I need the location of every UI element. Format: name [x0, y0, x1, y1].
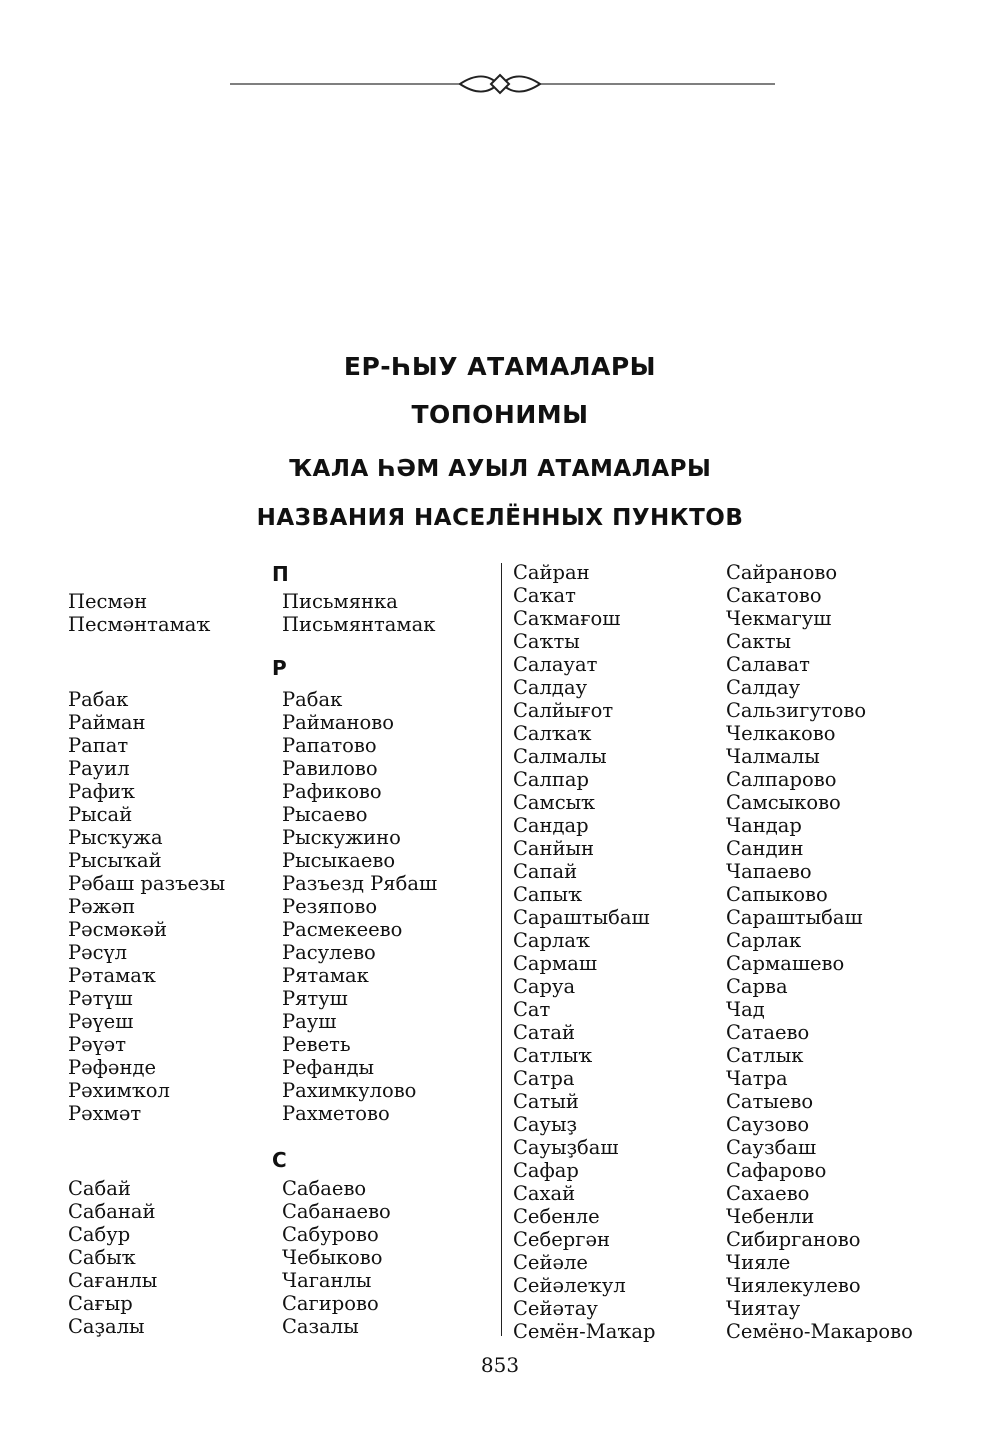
toponym-russian: Салават	[726, 653, 810, 676]
toponym-bashkir: Рәтүш	[68, 987, 133, 1010]
toponym-russian: Челкаково	[726, 722, 836, 745]
group-s1-bashkir	[68, 1177, 157, 1338]
group-r-bashkir	[68, 688, 225, 1125]
toponym-bashkir: Рысай	[68, 803, 133, 826]
toponym-russian: Сафарово	[726, 1159, 827, 1182]
subtitle-bashkir: ҠАЛА ҺӘМ АУЫЛ АТАМАЛАРЫ	[288, 456, 712, 482]
toponym-russian: Сазалы	[282, 1315, 359, 1338]
toponym-bashkir: Рапат	[68, 734, 129, 757]
toponym-russian: Разъезд Рябаш	[282, 872, 438, 895]
page-number: 853	[480, 1353, 520, 1377]
toponym-russian: Саузбаш	[726, 1136, 817, 1159]
toponym-bashkir: Себергән	[513, 1228, 610, 1251]
toponym-bashkir: Рәүеш	[68, 1010, 134, 1033]
toponym-bashkir: Сатлыҡ	[513, 1044, 593, 1067]
toponym-bashkir: Сараштыбаш	[513, 906, 650, 929]
toponym-bashkir: Сапай	[513, 860, 578, 883]
toponym-russian: Чад	[726, 998, 765, 1021]
toponym-bashkir: Рәсмәкәй	[68, 918, 168, 941]
toponym-bashkir: Саҡты	[513, 630, 580, 653]
toponym-russian: Рахимкулово	[282, 1079, 417, 1102]
group-p-russian	[282, 590, 435, 636]
toponym-bashkir: Песмәнтамаҡ	[68, 613, 211, 636]
toponym-russian: Сахаево	[726, 1182, 810, 1205]
toponym-russian: Чиятау	[726, 1297, 801, 1320]
toponym-bashkir: Сармаш	[513, 952, 597, 975]
toponym-russian: Сагирово	[282, 1292, 379, 1315]
group-s1-russian	[282, 1177, 391, 1338]
toponym-russian: Чекмагуш	[726, 607, 832, 630]
toponym-russian: Рятуш	[282, 987, 348, 1010]
toponym-russian: Чебыково	[282, 1246, 383, 1269]
toponym-bashkir: Сафар	[513, 1159, 579, 1182]
toponym-russian: Сакты	[726, 630, 792, 653]
toponym-bashkir: Сатый	[513, 1090, 579, 1113]
toponym-bashkir: Сарлаҡ	[513, 929, 591, 952]
toponym-russian: Сатлык	[726, 1044, 804, 1067]
toponym-bashkir: Себенле	[513, 1205, 600, 1228]
toponym-bashkir: Рәсүл	[68, 941, 127, 964]
toponym-russian: Сибирганово	[726, 1228, 861, 1251]
toponym-russian: Чандар	[726, 814, 802, 837]
toponym-russian: Райманово	[282, 711, 394, 734]
toponym-russian: Чебенли	[726, 1205, 815, 1228]
toponym-russian: Сабурово	[282, 1223, 379, 1246]
toponym-russian: Расмекеево	[282, 918, 403, 941]
toponym-bashkir: Санйын	[513, 837, 595, 860]
toponym-russian: Равилово	[282, 757, 378, 780]
toponym-bashkir: Рысыҡай	[68, 849, 162, 872]
toponym-russian: Сабанаево	[282, 1200, 391, 1223]
toponym-russian: Рауш	[282, 1010, 337, 1033]
toponym-russian: Сатаево	[726, 1021, 810, 1044]
toponym-russian: Рафиково	[282, 780, 382, 803]
toponym-russian: Расулево	[282, 941, 376, 964]
toponym-bashkir: Салауат	[513, 653, 598, 676]
column-divider	[501, 563, 502, 1336]
toponym-bashkir: Самсыҡ	[513, 791, 596, 814]
toponym-bashkir: Сейәтау	[513, 1297, 598, 1320]
toponym-russian: Реветь	[282, 1033, 351, 1056]
toponym-bashkir: Сабанай	[68, 1200, 156, 1223]
toponym-bashkir: Сахай	[513, 1182, 576, 1205]
toponym-russian: Сапыково	[726, 883, 828, 906]
toponym-russian: Салдау	[726, 676, 801, 699]
toponym-russian: Рыскужино	[282, 826, 401, 849]
toponym-russian: Рапатово	[282, 734, 377, 757]
title-bashkir: ЕР-ҺЫУ АТАМАЛАРЫ	[343, 352, 657, 381]
toponym-bashkir: Песмән	[68, 590, 148, 613]
toponym-russian: Резяпово	[282, 895, 378, 918]
toponym-bashkir: Салдау	[513, 676, 588, 699]
toponym-bashkir: Рәфәнде	[68, 1056, 157, 1079]
toponym-russian: Сайраново	[726, 561, 838, 584]
toponym-bashkir: Райман	[68, 711, 146, 734]
group-s2-bashkir	[513, 561, 655, 1343]
toponym-bashkir: Сабур	[68, 1223, 131, 1246]
section-letter-r: Р	[272, 656, 287, 680]
toponym-bashkir: Сандар	[513, 814, 589, 837]
toponym-bashkir: Саруа	[513, 975, 576, 998]
ornament-divider	[230, 70, 775, 98]
toponym-bashkir: Сатай	[513, 1021, 575, 1044]
toponym-russian: Сармашево	[726, 952, 845, 975]
toponym-bashkir: Сатра	[513, 1067, 575, 1090]
toponym-bashkir: Сабай	[68, 1177, 131, 1200]
toponym-russian: Сатыево	[726, 1090, 814, 1113]
section-letter-s: С	[272, 1148, 287, 1172]
toponym-russian: Сальзигутово	[726, 699, 867, 722]
toponym-russian: Рысыкаево	[282, 849, 396, 872]
toponym-bashkir: Сайран	[513, 561, 590, 584]
toponym-bashkir: Сауыҙ	[513, 1113, 578, 1136]
toponym-bashkir: Сейәлеҡул	[513, 1274, 626, 1297]
group-p-bashkir	[68, 590, 210, 636]
toponym-bashkir: Рафиҡ	[68, 780, 135, 803]
toponym-russian: Рысаево	[282, 803, 368, 826]
toponym-russian: Самсыково	[726, 791, 841, 814]
toponym-russian: Салпарово	[726, 768, 837, 791]
toponym-bashkir: Семён-Маҡар	[513, 1320, 656, 1343]
toponym-bashkir: Сейәле	[513, 1251, 588, 1274]
title-russian: ТОПОНИМЫ	[411, 400, 589, 429]
toponym-bashkir: Сауыҙбаш	[513, 1136, 619, 1159]
group-s2-russian	[726, 561, 913, 1343]
toponym-russian: Рятамак	[282, 964, 369, 987]
toponym-bashkir: Салҡаҡ	[513, 722, 592, 745]
toponym-bashkir: Салйығот	[513, 699, 614, 722]
toponym-bashkir: Рәхимҡол	[68, 1079, 170, 1102]
toponym-russian: Письмянка	[282, 590, 398, 613]
toponym-bashkir: Сапыҡ	[513, 883, 583, 906]
toponym-russian: Чапаево	[726, 860, 812, 883]
toponym-bashkir: Саҡат	[513, 584, 576, 607]
toponym-russian: Рабак	[282, 688, 343, 711]
toponym-russian: Чаганлы	[282, 1269, 372, 1292]
toponym-bashkir: Рәтамаҡ	[68, 964, 156, 987]
toponym-russian: Сандин	[726, 837, 804, 860]
toponym-russian: Сакатово	[726, 584, 822, 607]
toponym-bashkir: Салмалы	[513, 745, 607, 768]
toponym-bashkir: Рәжәп	[68, 895, 136, 918]
toponym-russian: Чиялекулево	[726, 1274, 861, 1297]
toponym-bashkir: Саҡмағош	[513, 607, 621, 630]
group-r-russian	[282, 688, 437, 1125]
toponym-bashkir: Сағанлы	[68, 1269, 158, 1292]
section-letter-p: П	[272, 562, 289, 586]
toponym-bashkir: Сағыр	[68, 1292, 133, 1315]
toponym-bashkir: Рәхмәт	[68, 1102, 142, 1125]
toponym-russian: Сарлак	[726, 929, 802, 952]
toponym-bashkir: Сат	[513, 998, 551, 1021]
toponym-russian: Рефанды	[282, 1056, 375, 1079]
toponym-russian: Чияле	[726, 1251, 791, 1274]
toponym-bashkir: Рауил	[68, 757, 130, 780]
toponym-russian: Чалмалы	[726, 745, 820, 768]
toponym-bashkir: Саҙалы	[68, 1315, 145, 1338]
toponym-bashkir: Рәүәт	[68, 1033, 127, 1056]
toponym-russian: Письмянтамак	[282, 613, 436, 636]
toponym-bashkir: Салпар	[513, 768, 590, 791]
toponym-bashkir: Рысҡужа	[68, 826, 163, 849]
toponym-russian: Сараштыбаш	[726, 906, 863, 929]
toponym-bashkir: Сабыҡ	[68, 1246, 136, 1269]
toponym-russian: Рахметово	[282, 1102, 390, 1125]
subtitle-russian: НАЗВАНИЯ НАСЕЛЁННЫХ ПУНКТОВ	[256, 505, 744, 531]
toponym-russian: Чатра	[726, 1067, 788, 1090]
toponym-russian: Семёно-Макарово	[726, 1320, 913, 1343]
toponym-russian: Сарва	[726, 975, 788, 998]
toponym-russian: Саузово	[726, 1113, 810, 1136]
toponym-bashkir: Рәбаш разъезы	[68, 872, 226, 895]
toponym-bashkir: Рабак	[68, 688, 129, 711]
toponym-russian: Сабаево	[282, 1177, 367, 1200]
